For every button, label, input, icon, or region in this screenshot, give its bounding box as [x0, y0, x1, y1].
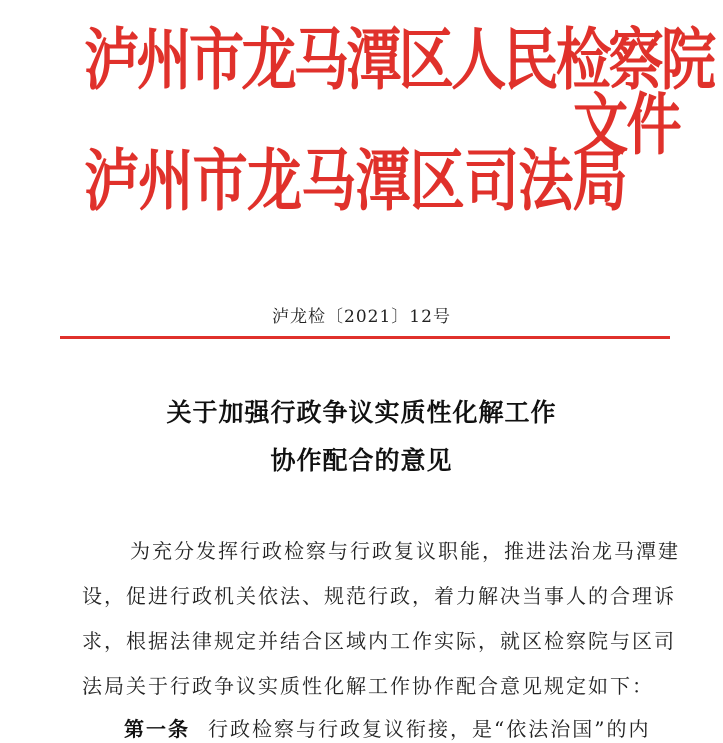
article-text: 行政检察与行政复议衔接，是“依法治国”的内: [208, 717, 651, 741]
issuer-procuratorate: 泸州市龙马潭区人民检察院: [84, 21, 714, 100]
body-line-1: 为充分发挥行政检察与行政复议职能，推进法治龙马潭建: [130, 539, 680, 563]
body-line-2: 设，促进行政机关依法、规范行政，着力解决当事人的合理诉: [82, 584, 676, 608]
red-divider-line: [60, 336, 670, 339]
document-label: 文件: [573, 86, 680, 165]
document-title-line-2: 协作配合的意见: [270, 446, 453, 475]
article-label: 第一条: [124, 717, 190, 741]
document-number: 泸龙检〔2021〕12号: [272, 307, 451, 327]
document-title-line-1: 关于加强行政争议实质性化解工作: [166, 398, 557, 427]
body-line-4: 法局关于行政争议实质性化解工作协作配合意见规定如下：: [82, 674, 654, 698]
article-one: [124, 713, 704, 742]
issuer-justice-bureau: 泸州市龙马潭区司法局: [84, 142, 627, 221]
body-line-3: 求，根据法律规定并结合区域内工作实际，就区检察院与区司: [82, 629, 676, 653]
